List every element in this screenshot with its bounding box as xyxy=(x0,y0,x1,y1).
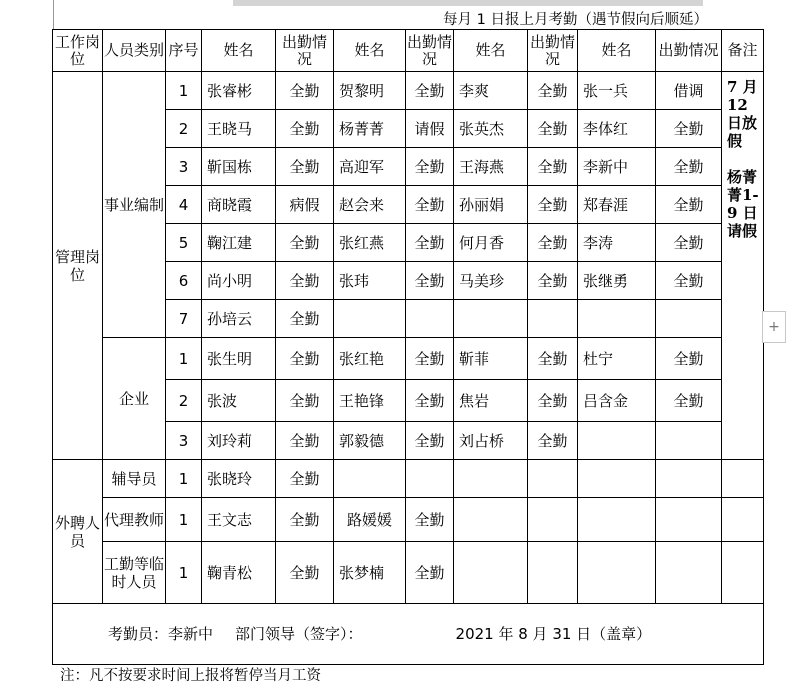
seq-cell: 2 xyxy=(166,380,202,422)
header-category: 人员类别 xyxy=(103,30,166,72)
header-status: 出勤情况 xyxy=(528,30,578,72)
name-cell: 李爽 xyxy=(454,72,528,110)
status-cell: 全勤 xyxy=(276,380,334,422)
name-cell: 路媛媛 xyxy=(334,498,406,542)
name-cell: 孙培云 xyxy=(202,300,276,338)
status-cell: 全勤 xyxy=(406,148,454,186)
empty-cell xyxy=(656,498,722,542)
empty-cell xyxy=(528,300,578,338)
remark-empty xyxy=(722,460,764,498)
name-cell: 鞠江建 xyxy=(202,224,276,262)
status-cell: 全勤 xyxy=(276,148,334,186)
status-cell: 病假 xyxy=(276,186,334,224)
header-seq: 序号 xyxy=(166,30,202,72)
status-cell: 全勤 xyxy=(406,72,454,110)
table-row xyxy=(53,460,764,498)
status-cell: 全勤 xyxy=(656,186,722,224)
status-cell: 全勤 xyxy=(276,262,334,300)
name-cell: 张波 xyxy=(202,380,276,422)
status-cell: 借调 xyxy=(656,72,722,110)
empty-cell xyxy=(528,498,578,542)
status-cell: 全勤 xyxy=(276,542,334,604)
empty-cell xyxy=(578,498,656,542)
name-cell: 李体红 xyxy=(578,110,656,148)
name-cell: 张继勇 xyxy=(578,262,656,300)
group-external: 外聘人员 xyxy=(53,460,103,604)
seq-cell: 5 xyxy=(166,224,202,262)
empty-cell xyxy=(406,300,454,338)
bottom-note: 注：凡不按要求时间上报将暂停当月工资 xyxy=(60,668,321,684)
name-cell: 张梦楠 xyxy=(334,542,406,604)
status-cell: 全勤 xyxy=(528,262,578,300)
name-cell: 张红燕 xyxy=(334,224,406,262)
name-cell: 赵会来 xyxy=(334,186,406,224)
status-cell: 请假 xyxy=(406,110,454,148)
empty-cell xyxy=(454,542,528,604)
seq-cell: 1 xyxy=(166,542,202,604)
attendance-table xyxy=(52,29,764,665)
name-cell: 王海燕 xyxy=(454,148,528,186)
category-daili: 代理教师 xyxy=(103,498,166,542)
name-cell: 贺黎明 xyxy=(334,72,406,110)
header-status: 出勤情况 xyxy=(406,30,454,72)
status-cell: 全勤 xyxy=(528,380,578,422)
header-name: 姓名 xyxy=(454,30,528,72)
status-cell: 全勤 xyxy=(528,186,578,224)
status-cell: 全勤 xyxy=(528,72,578,110)
seq-cell: 2 xyxy=(166,110,202,148)
remark-leave: 杨菁菁1-9 日请假 xyxy=(727,168,759,240)
name-cell: 商晓霞 xyxy=(202,186,276,224)
seq-cell: 1 xyxy=(166,498,202,542)
name-cell: 张晓玲 xyxy=(202,460,276,498)
seq-cell: 6 xyxy=(166,262,202,300)
name-cell: 李涛 xyxy=(578,224,656,262)
status-cell: 全勤 xyxy=(276,72,334,110)
empty-cell xyxy=(334,300,406,338)
name-cell: 杜宁 xyxy=(578,338,656,380)
name-cell: 鞠青松 xyxy=(202,542,276,604)
status-cell: 全勤 xyxy=(528,224,578,262)
status-cell: 全勤 xyxy=(528,338,578,380)
table-row xyxy=(53,72,764,110)
status-cell: 全勤 xyxy=(406,338,454,380)
empty-cell xyxy=(454,300,528,338)
status-cell: 全勤 xyxy=(406,380,454,422)
header-status: 出勤情况 xyxy=(276,30,334,72)
empty-cell xyxy=(656,460,722,498)
header-name: 姓名 xyxy=(334,30,406,72)
name-cell: 王艳锋 xyxy=(334,380,406,422)
name-cell: 马美珍 xyxy=(454,262,528,300)
name-cell: 何月香 xyxy=(454,224,528,262)
category-qiye: 企业 xyxy=(103,338,166,460)
status-cell: 全勤 xyxy=(528,148,578,186)
name-cell: 刘玲莉 xyxy=(202,422,276,460)
footer-row xyxy=(53,604,764,665)
attendance-clerk: 考勤员：李新中 xyxy=(108,625,214,643)
status-cell: 全勤 xyxy=(406,498,454,542)
seq-cell: 4 xyxy=(166,186,202,224)
footer-cell xyxy=(53,604,764,665)
horizontal-scrollbar[interactable] xyxy=(233,0,703,6)
add-button[interactable]: + xyxy=(762,311,786,343)
status-cell: 全勤 xyxy=(406,262,454,300)
empty-cell xyxy=(528,542,578,604)
status-cell: 全勤 xyxy=(276,338,334,380)
empty-cell xyxy=(578,422,656,460)
header-row xyxy=(53,30,764,72)
remark-empty xyxy=(722,498,764,542)
category-shiye: 事业编制 xyxy=(103,72,166,338)
empty-cell xyxy=(454,498,528,542)
category-gongqin: 工勤等临时人员 xyxy=(103,542,166,604)
seq-cell: 7 xyxy=(166,300,202,338)
report-date: 2021 年 8 月 31 日（盖章） xyxy=(455,625,652,643)
status-cell: 全勤 xyxy=(406,224,454,262)
seq-cell: 3 xyxy=(166,422,202,460)
empty-cell xyxy=(656,300,722,338)
leader-signature-label: 部门领导（签字）： xyxy=(235,625,363,643)
name-cell: 张生明 xyxy=(202,338,276,380)
name-cell: 郑春涯 xyxy=(578,186,656,224)
status-cell: 全勤 xyxy=(276,422,334,460)
status-cell: 全勤 xyxy=(528,422,578,460)
name-cell: 吕含金 xyxy=(578,380,656,422)
name-cell: 靳国栋 xyxy=(202,148,276,186)
status-cell: 全勤 xyxy=(276,498,334,542)
page-margin-line xyxy=(53,0,54,29)
status-cell: 全勤 xyxy=(406,186,454,224)
header-name: 姓名 xyxy=(578,30,656,72)
status-cell: 全勤 xyxy=(406,542,454,604)
status-cell: 全勤 xyxy=(276,460,334,498)
name-cell: 尚小明 xyxy=(202,262,276,300)
status-cell: 全勤 xyxy=(528,110,578,148)
status-cell: 全勤 xyxy=(276,224,334,262)
name-cell: 李新中 xyxy=(578,148,656,186)
seq-cell: 1 xyxy=(166,338,202,380)
remark-empty xyxy=(722,542,764,604)
name-cell: 张红艳 xyxy=(334,338,406,380)
name-cell: 王文志 xyxy=(202,498,276,542)
header-status: 出勤情况 xyxy=(656,30,722,72)
empty-cell xyxy=(578,542,656,604)
status-cell: 全勤 xyxy=(656,148,722,186)
name-cell: 高迎军 xyxy=(334,148,406,186)
status-cell: 全勤 xyxy=(406,422,454,460)
seq-cell: 3 xyxy=(166,148,202,186)
name-cell: 孙丽娟 xyxy=(454,186,528,224)
status-cell: 全勤 xyxy=(656,338,722,380)
name-cell: 焦岩 xyxy=(454,380,528,422)
name-cell: 王晓马 xyxy=(202,110,276,148)
empty-cell xyxy=(578,460,656,498)
empty-cell xyxy=(656,422,722,460)
report-deadline-note: 每月 1 日报上月考勤（遇节假向后顺延） xyxy=(443,12,708,28)
status-cell: 全勤 xyxy=(276,300,334,338)
empty-cell xyxy=(528,460,578,498)
table-row xyxy=(53,498,764,542)
remark-holiday: 7 月12日放假 xyxy=(727,78,758,150)
name-cell: 张玮 xyxy=(334,262,406,300)
seq-cell: 1 xyxy=(166,460,202,498)
name-cell: 郭毅德 xyxy=(334,422,406,460)
category-fudao: 辅导员 xyxy=(103,460,166,498)
name-cell: 张睿彬 xyxy=(202,72,276,110)
empty-cell xyxy=(334,460,406,498)
status-cell: 全勤 xyxy=(656,262,722,300)
empty-cell xyxy=(656,542,722,604)
empty-cell xyxy=(578,300,656,338)
group-management: 管理岗位 xyxy=(53,72,103,460)
seq-cell: 1 xyxy=(166,72,202,110)
empty-cell xyxy=(406,460,454,498)
status-cell: 全勤 xyxy=(656,380,722,422)
empty-cell xyxy=(454,460,528,498)
name-cell: 刘占桥 xyxy=(454,422,528,460)
header-post: 工作岗位 xyxy=(53,30,103,72)
name-cell: 杨菁菁 xyxy=(334,110,406,148)
name-cell: 靳菲 xyxy=(454,338,528,380)
header-remark: 备注 xyxy=(722,30,764,72)
remark-cell xyxy=(722,72,764,460)
status-cell: 全勤 xyxy=(656,110,722,148)
status-cell: 全勤 xyxy=(276,110,334,148)
header-name: 姓名 xyxy=(202,30,276,72)
table-row xyxy=(53,338,764,380)
status-cell: 全勤 xyxy=(656,224,722,262)
name-cell: 张一兵 xyxy=(578,72,656,110)
table-row xyxy=(53,542,764,604)
name-cell: 张英杰 xyxy=(454,110,528,148)
